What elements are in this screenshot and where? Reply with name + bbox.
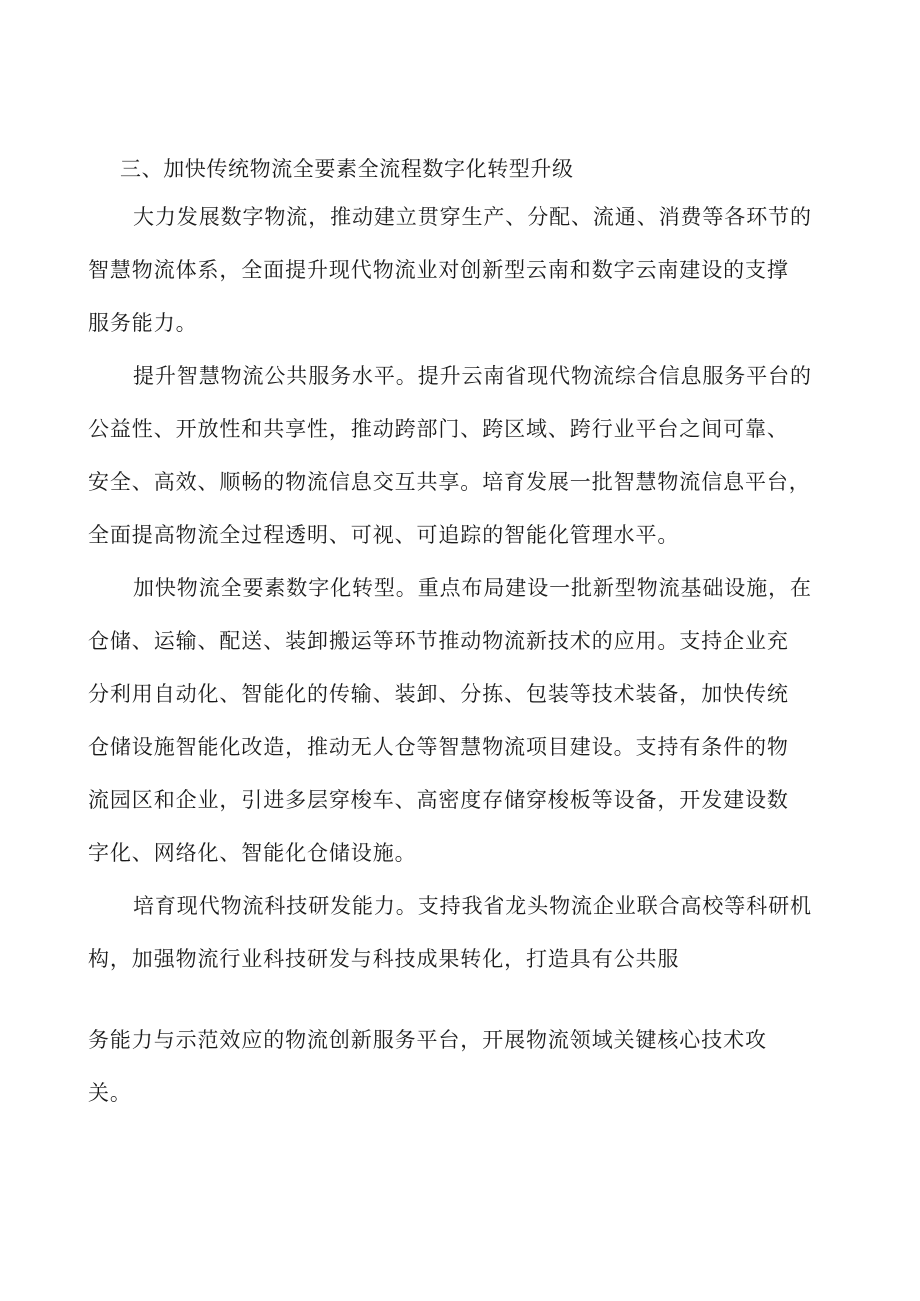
paragraph-3-line-3: 分利用自动化、智能化的传输、装卸、分拣、包装等技术装备，加快传统: [88, 682, 789, 706]
paragraph-3-line-1: 加快物流全要素数字化转型。重点布局建设一批新型物流基础设施，在: [133, 576, 812, 600]
paragraph-5-line-2: 关。: [88, 1081, 132, 1105]
paragraph-1-line-2: 智慧物流体系，全面提升现代物流业对创新型云南和数字云南建设的支撑: [88, 258, 789, 282]
paragraph-2-line-2: 公益性、开放性和共享性，推动跨部门、跨区域、跨行业平台之间可靠、: [88, 417, 789, 441]
paragraph-3-line-2: 仓储、运输、配送、装卸搬运等环节推动物流新技术的应用。支持企业充: [88, 629, 789, 653]
paragraph-2-line-4: 全面提高物流全过程透明、可视、可追踪的智能化管理水平。: [88, 523, 680, 547]
paragraph-1-line-3: 服务能力。: [88, 311, 198, 335]
paragraph-3-line-6: 字化、网络化、智能化仓储设施。: [88, 841, 417, 865]
paragraph-4-line-1: 培育现代物流科技研发能力。支持我省龙头物流企业联合高校等科研机: [133, 894, 812, 918]
paragraph-2-line-1: 提升智慧物流公共服务水平。提升云南省现代物流综合信息服务平台的: [133, 364, 812, 388]
paragraph-4-line-2: 构，加强物流行业科技研发与科技成果转化，打造具有公共服: [88, 947, 680, 971]
paragraph-3-line-4: 仓储设施智能化改造，推动无人仓等智慧物流项目建设。支持有条件的物: [88, 735, 789, 759]
paragraph-5-line-1: 务能力与示范效应的物流创新服务平台，开展物流领域关键核心技术攻: [88, 1028, 767, 1052]
section-heading: 三、加快传统物流全要素全流程数字化转型升级: [120, 157, 574, 181]
paragraph-2-line-3: 安全、高效、顺畅的物流信息交互共享。培育发展一批智慧物流信息平台，: [88, 470, 811, 494]
paragraph-3-line-5: 流园区和企业，引进多层穿梭车、高密度存储穿梭板等设备，开发建设数: [88, 788, 789, 812]
paragraph-1-line-1: 大力发展数字物流，推动建立贯穿生产、分配、流通、消费等各环节的: [133, 205, 812, 229]
